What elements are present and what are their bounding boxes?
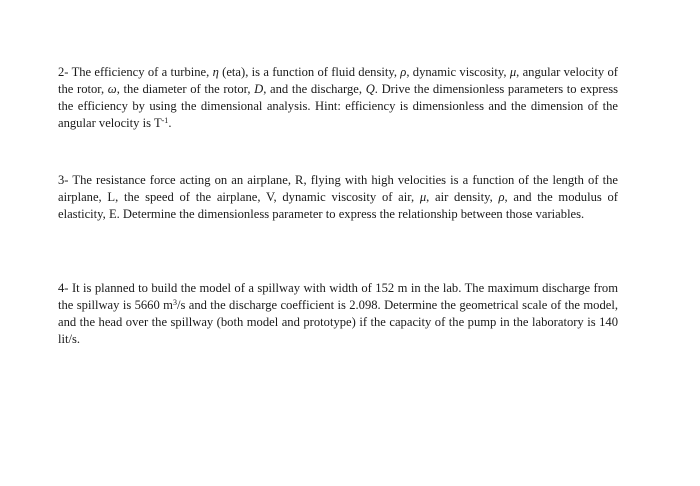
- problem-text: , angular velocity of the rotor,: [58, 65, 618, 96]
- symbol-rho: ρ: [498, 190, 505, 204]
- symbol-rho: ρ: [400, 65, 407, 79]
- exponent: -1: [161, 116, 169, 125]
- exponent: 3: [172, 298, 177, 307]
- problem-number: 4-: [58, 281, 69, 295]
- problem-text: , the diameter of the rotor,: [116, 82, 255, 96]
- problem-text: (eta), is a function of fluid density,: [218, 65, 401, 79]
- problem-text: /s and the discharge coefficient is 2.098. Determine the geometrical scale of the model, and the head over the spillway (both model and prototype) if the capacity of the pump in the laboratory is 140 lit/s.: [58, 298, 618, 346]
- problem-text: . Drive the dimensionless parameters to express the efficiency by using the dimensional analysis. Hint: efficiency is dimensionless and the dimension of the angular velocity is T: [58, 82, 618, 130]
- symbol-discharge: Q: [365, 82, 375, 96]
- problem-text: , dynamic viscosity,: [406, 65, 510, 79]
- problem-text: The efficiency of a turbine,: [71, 65, 213, 79]
- problem-4: [58, 280, 618, 348]
- problem-text: .: [168, 116, 172, 130]
- symbol-omega: ω: [107, 82, 117, 96]
- problem-2: [58, 64, 618, 132]
- problem-text: , air density,: [426, 190, 499, 204]
- problem-number: 2-: [58, 65, 69, 79]
- symbol-eta: η: [212, 65, 219, 79]
- symbol-mu: μ: [419, 190, 427, 204]
- problem-3: [58, 172, 618, 223]
- problem-text: It is planned to build the model of a spillway with width of 152 m in the lab. The maximum discharge from the spillway is 5660 m: [58, 281, 619, 312]
- problem-number: 3-: [58, 173, 69, 187]
- symbol-mu: μ: [509, 65, 517, 79]
- symbol-diameter: D: [254, 82, 264, 96]
- problem-text: , and the modulus of elasticity, E. Determine the dimensionless parameter to express the relationship between those variables.: [58, 190, 619, 221]
- problem-text: , and the discharge,: [263, 82, 366, 96]
- problem-text: The resistance force acting on an airplane, R, flying with high velocities is a function of the length of the airplane, L, the speed of the airplane, V, dynamic viscosity of air,: [58, 173, 619, 204]
